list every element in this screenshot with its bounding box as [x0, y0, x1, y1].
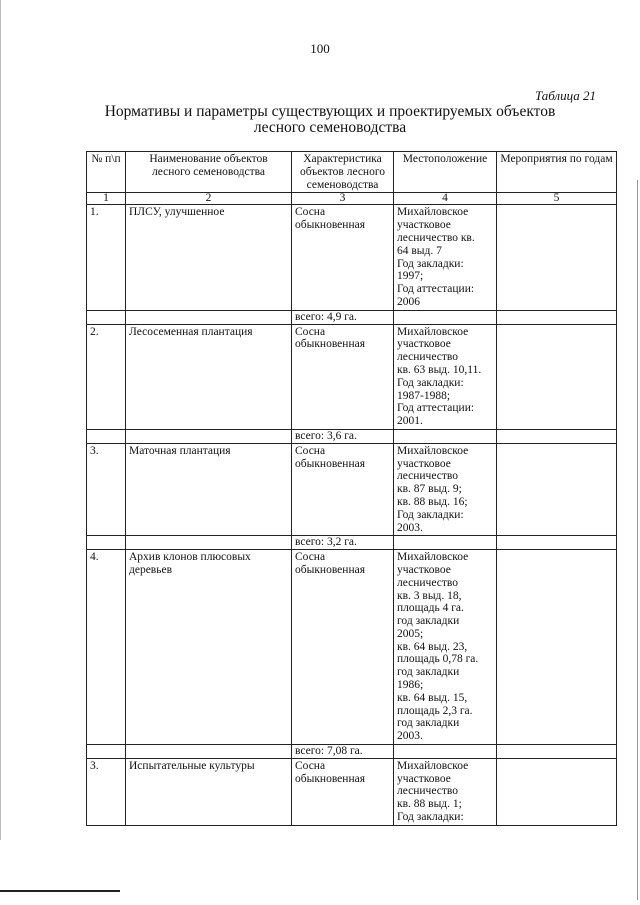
location-line: Год аттестации: — [397, 402, 475, 415]
total-empty — [497, 536, 617, 550]
table-row — [87, 443, 617, 536]
table-row — [87, 205, 617, 310]
table-header-row — [87, 152, 617, 193]
location — [394, 205, 497, 310]
total-empty — [394, 429, 497, 443]
location-line: кв. 88 выд. 16; — [397, 495, 468, 508]
total-empty — [394, 310, 497, 324]
location-line: участковое — [397, 772, 451, 785]
characteristic: Сосна обыкновенная — [292, 443, 394, 536]
location-line: 1987-1988; — [397, 389, 451, 402]
location-line: 1997; — [397, 270, 424, 283]
table-row — [87, 758, 617, 825]
total-row — [87, 536, 617, 550]
total-empty — [126, 536, 292, 550]
object-name: Архив клонов плюсовых деревьев — [126, 550, 292, 745]
column-number: 3 — [292, 193, 394, 205]
location-line: Михайловское — [397, 444, 469, 457]
object-name: Испытательные культуры — [126, 758, 292, 825]
total-empty — [497, 429, 617, 443]
location-line: Михайловское — [397, 759, 469, 772]
header-number: № п\п — [87, 152, 126, 193]
row-number: 2. — [87, 324, 126, 429]
total-area: всего: 4,9 га. — [292, 310, 394, 324]
location — [394, 324, 497, 429]
total-row — [87, 745, 617, 759]
table-row — [87, 550, 617, 745]
header-activities: Мероприятия по годам — [497, 152, 617, 193]
location-line: Михайловское — [397, 551, 469, 564]
total-empty — [497, 745, 617, 759]
location-line: 2005; — [397, 627, 424, 640]
total-area: всего: 3,6 га. — [292, 429, 394, 443]
object-name: Лесосеменная плантация — [126, 324, 292, 429]
document-title — [80, 104, 580, 136]
location-line: 2006 — [397, 295, 420, 308]
row-number: 3. — [87, 758, 126, 825]
location-line: участковое — [397, 563, 451, 576]
location-line: Год закладки: — [397, 811, 464, 824]
total-area: всего: 7,08 га. — [292, 745, 394, 759]
total-empty — [394, 536, 497, 550]
total-row — [87, 310, 617, 324]
column-number: 5 — [497, 193, 617, 205]
total-empty — [87, 536, 126, 550]
table-label: Таблица 21 — [534, 88, 596, 103]
location-line: Год аттестации: — [397, 283, 475, 296]
location-line: участковое — [397, 457, 451, 470]
total-empty — [126, 745, 292, 759]
row-number: 1. — [87, 205, 126, 310]
location — [394, 550, 497, 745]
page-number: 100 — [310, 41, 330, 56]
location-line: 2001. — [397, 415, 423, 428]
location-line: участковое — [397, 338, 451, 351]
location-line: лесничество — [397, 576, 458, 589]
characteristic: Сосна обыкновенная — [292, 205, 394, 310]
row-number: 3. — [87, 443, 126, 536]
total-empty — [87, 429, 126, 443]
location-line: год закладки — [397, 717, 460, 730]
activities — [497, 324, 617, 429]
location-line: лесничество — [397, 785, 458, 798]
location-line: год закладки — [397, 615, 460, 628]
location-line: Михайловское — [397, 325, 469, 338]
total-empty — [126, 429, 292, 443]
location-line: лесничество — [397, 351, 458, 364]
location-line: Год закладки: — [397, 257, 464, 270]
table-body — [87, 205, 617, 825]
location-line: 64 выд. 7 — [397, 244, 442, 257]
location-line: кв. 63 выд. 10,11. — [397, 363, 482, 376]
total-empty — [87, 310, 126, 324]
object-name: ПЛСУ, улучшенное — [126, 205, 292, 310]
location-line: кв. 88 выд. 1; — [397, 798, 462, 811]
activities — [497, 758, 617, 825]
object-name: Маточная плантация — [126, 443, 292, 536]
characteristic: Сосна обыкновенная — [292, 758, 394, 825]
location-line: лесничество кв. — [397, 231, 475, 244]
total-empty — [87, 745, 126, 759]
location-line: год закладки — [397, 666, 460, 679]
total-empty — [497, 310, 617, 324]
row-number: 4. — [87, 550, 126, 745]
location-line: 2003. — [397, 730, 423, 743]
total-row — [87, 429, 617, 443]
activities — [497, 443, 617, 536]
location-line: 2003. — [397, 521, 423, 534]
total-empty — [126, 310, 292, 324]
header-characteristic: Характеристика объектов лесного семеноводства — [292, 152, 394, 193]
page-edge-line — [0, 0, 1, 840]
title-line: Нормативы и параметры существующих и проектируемых объектов — [104, 103, 556, 120]
column-number-row — [87, 193, 617, 205]
total-empty — [394, 745, 497, 759]
location-line: площадь 4 га. — [397, 602, 464, 615]
location-line: кв. 87 выд. 9; — [397, 483, 462, 496]
table-row — [87, 324, 617, 429]
bottom-rule — [0, 890, 120, 892]
characteristic: Сосна обыкновенная — [292, 324, 394, 429]
location-line: Михайловское — [397, 206, 469, 219]
column-number: 4 — [394, 193, 497, 205]
column-number: 1 — [87, 193, 126, 205]
location-line: кв. 3 выд. 18, — [397, 589, 462, 602]
location-line: 1986; — [397, 679, 424, 692]
location-line: площадь 0,78 га. — [397, 653, 479, 666]
location — [394, 443, 497, 536]
column-number: 2 — [126, 193, 292, 205]
header-name: Наименование объектов лесного семеноводства — [126, 152, 292, 193]
characteristic: Сосна обыкновенная — [292, 550, 394, 745]
page-edge-line-right — [637, 180, 638, 900]
location-line: Год закладки: — [397, 508, 464, 521]
location-line: участковое — [397, 219, 451, 232]
activities — [497, 550, 617, 745]
location-line: лесничество — [397, 470, 458, 483]
location — [394, 758, 497, 825]
location-line: Год закладки: — [397, 376, 464, 389]
total-area: всего: 3,2 га. — [292, 536, 394, 550]
title-line: лесного семеноводства — [253, 119, 407, 136]
seed-objects-table — [86, 151, 617, 826]
location-line: кв. 64 выд. 15, — [397, 691, 468, 704]
location-line: площадь 2,3 га. — [397, 704, 473, 717]
activities — [497, 205, 617, 310]
header-location: Местоположение — [394, 152, 497, 193]
location-line: кв. 64 выд. 23, — [397, 640, 468, 653]
